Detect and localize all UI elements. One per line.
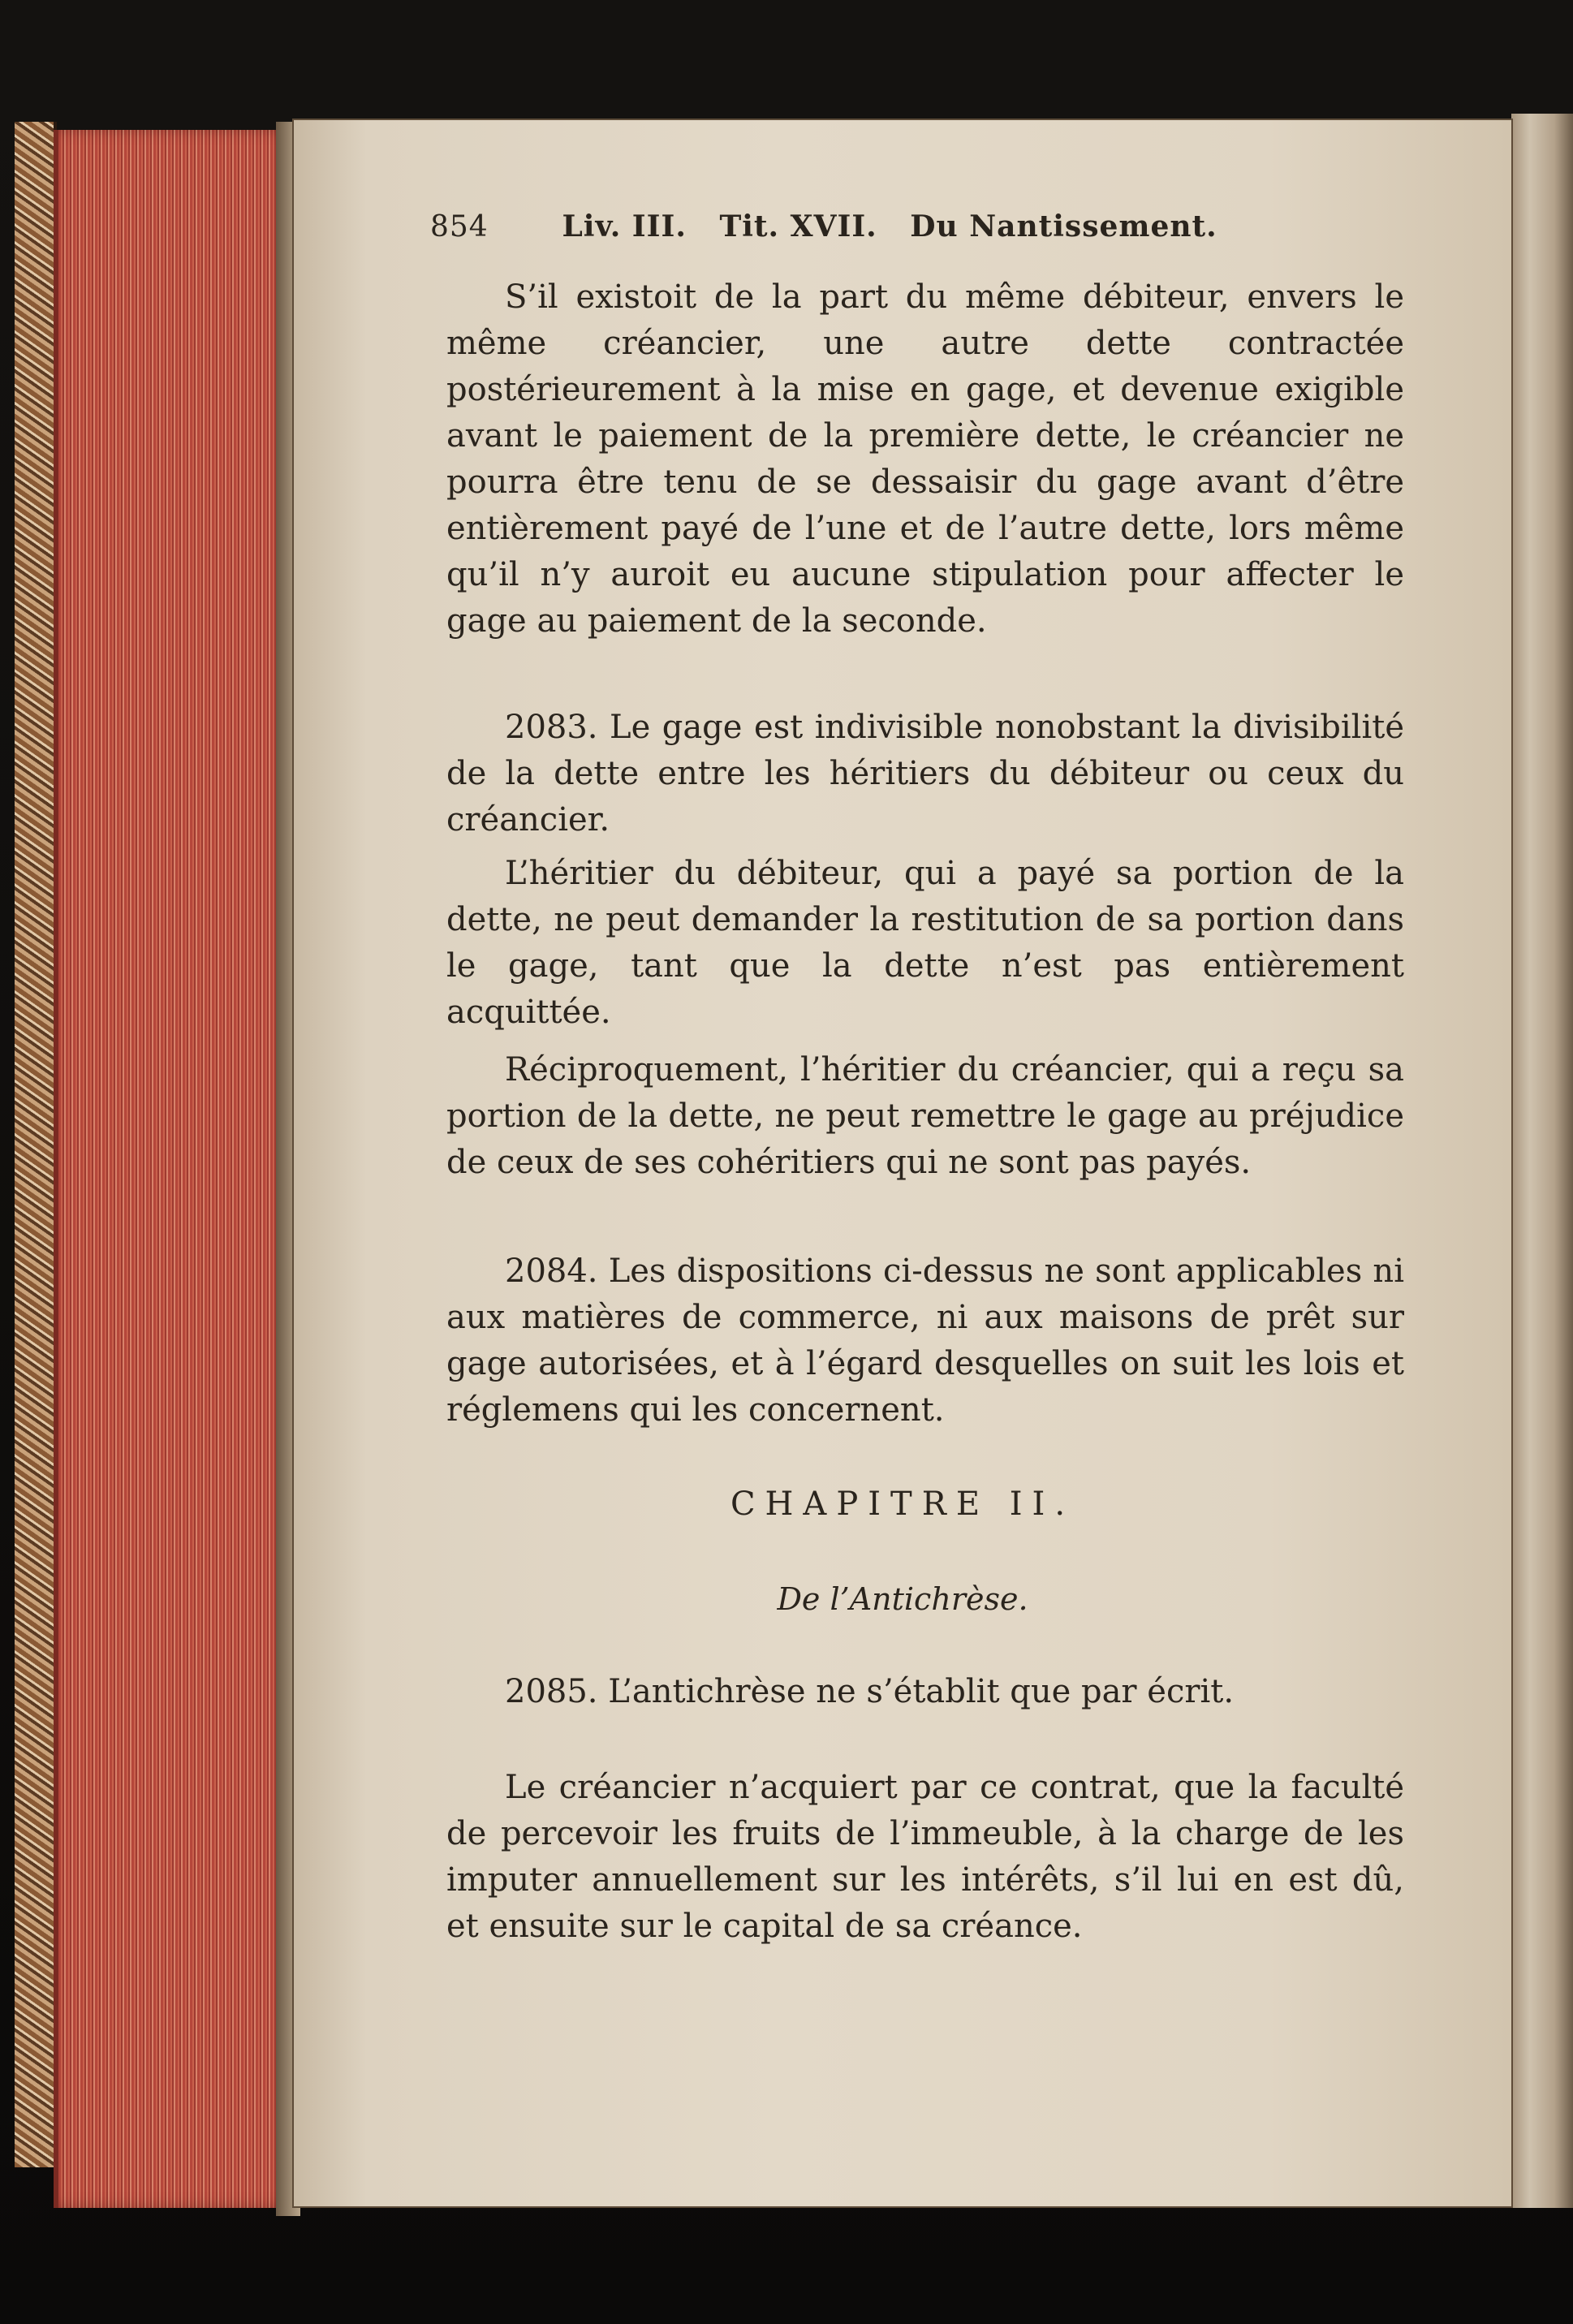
- article-2084: 2084. Les dispositions ci-dessus ne sont applicables ni aux matières de commerce, ni aux maisons de prêt sur gage autorisées, et à l’égard desquelles on suit les lois et réglemens qui les concernent.: [446, 1253, 1404, 1429]
- article-2085: 2085. L’antichrèse ne s’établit que par écrit.: [505, 1673, 1235, 1710]
- marbled-cover-edge: [15, 122, 57, 2167]
- paragraph-heritier-debiteur: L’héritier du débiteur, qui a payé sa portion de la dette, ne peut demander la restitution de sa portion dans le gage, tant que la dette n’est pas entièrement acquittée.: [446, 855, 1404, 1031]
- paragraph-debt: S’il existoit de la part du même débiteur, envers le même créancier, une autre dette contractée postérieurement à la mise en gage, et devenue exigible avant le paiement de la première dette, le créancier ne pourra être tenu de se dessaisir du gage avant d’être entièrement payé de l’une et de l’autre dette, lors même qu’il n’y auroit eu aucune stipulation pour affecter le gage au paiement de la seconde.: [446, 278, 1404, 640]
- paragraph-creancier: Le créancier n’acquiert par ce contrat, que la faculté de percevoir les fruits de l’immeuble, à la charge de les imputer annuellement sur les intérêts, s’il lui en est dû, et ensuite sur le capital de sa créance.: [446, 1769, 1404, 1945]
- running-header: [430, 209, 1404, 244]
- chapter-subtitle: De l’Antichrèse.: [777, 1581, 1028, 1617]
- running-title: Liv. III. Tit. XVII. Du Nantissement.: [562, 209, 1217, 244]
- article-2083: 2083. Le gage est indivisible nonobstant la divisibilité de la dette entre les héritiers du débiteur ou ceux du créancier.: [446, 709, 1404, 839]
- page-block-edge: [54, 130, 302, 2208]
- paragraph-reciproquement: Réciproquement, l’héritier du créancier, qui a reçu sa portion de la dette, ne peut remettre le gage au préjudice de ceux de ses cohéritiers qui ne sont pas payés.: [446, 1051, 1404, 1181]
- book-page: [294, 120, 1511, 2206]
- chapter-title: CHAPITRE II.: [730, 1485, 1075, 1523]
- facing-page-edge: [1511, 114, 1573, 2208]
- page-number: 854: [430, 210, 489, 244]
